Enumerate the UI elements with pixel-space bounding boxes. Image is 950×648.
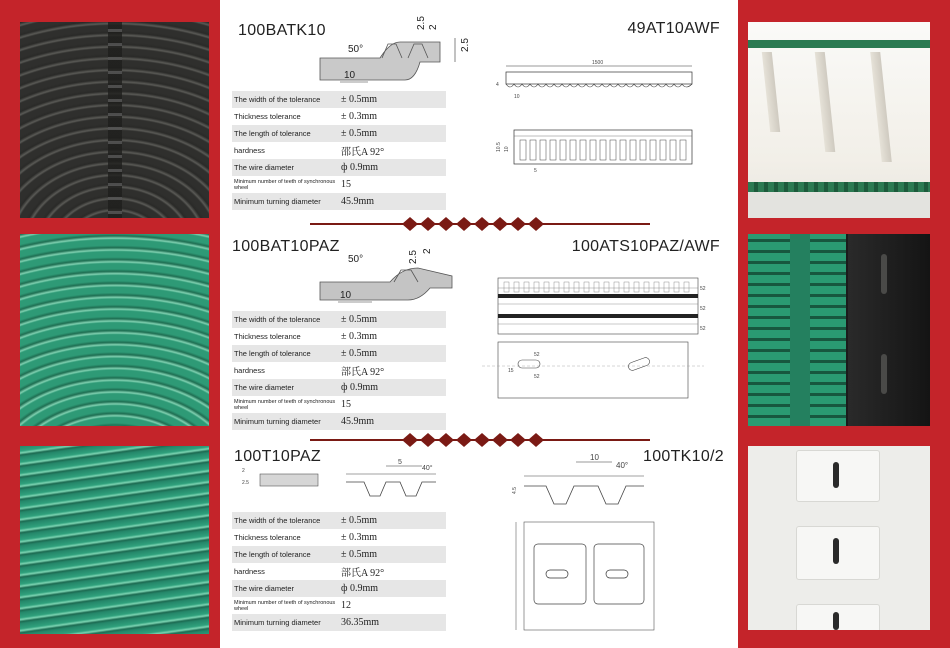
row-2-panel — [220, 232, 738, 432]
row-3-d2-label: 2.5 — [242, 480, 249, 486]
table-row: The width of the tolerance ± 0.5mm — [232, 311, 446, 328]
row-2-tooth-profile — [320, 238, 470, 304]
belt-photo-green-straight — [20, 446, 209, 634]
row-2-angle-label: 50° — [348, 254, 364, 265]
row-3-panel — [220, 448, 738, 648]
table-row: Thickness tolerance ± 0.3mm — [234, 331, 378, 342]
row-2-dim-e: 52 — [700, 306, 706, 312]
row-3-angle-label: 40° — [422, 465, 433, 472]
row-1-angle-label: 50° — [348, 44, 364, 55]
table-row: Thickness tolerance ± 0.3mm — [234, 111, 378, 122]
table-row: The length of tolerance ± 0.5mm — [232, 546, 446, 563]
row-2-pitch-label: 10 — [340, 290, 352, 301]
table-row: Minimum turning diameter 45.9mm — [232, 193, 446, 210]
row-1-tooth-profile — [320, 18, 470, 88]
table-row: The width of the tolerance ± 0.5mm — [232, 512, 446, 529]
belt-photo-white-cleats — [748, 22, 930, 218]
row-3-spec-table — [232, 512, 446, 631]
row-1-title-left: 100BATK10 — [238, 22, 326, 39]
row-1-d8-label: 5 — [534, 168, 537, 174]
table-row: The wire diameter ф 0.9mm — [232, 379, 446, 396]
table-row: Minimum number of teeth of synchronous wheel 15 — [234, 178, 351, 191]
row-3-right-pitch-label: 10 — [590, 453, 599, 462]
table-row: hardness 部氏A 92° — [234, 566, 385, 579]
row-1-panel — [220, 0, 738, 216]
row-2-belt-drawing — [478, 274, 728, 402]
table-row: Thickness tolerance ± 0.3mm — [234, 532, 378, 543]
row-3-tooth-profile — [336, 456, 446, 506]
row-2-d2-label: 2 — [422, 248, 433, 254]
table-row: The width of the tolerance ± 0.5mm — [232, 91, 446, 108]
row-1-d6-label: 10.5 — [496, 142, 502, 152]
row-3-right-h-label: 4.5 — [512, 487, 518, 494]
row-2-title-right: 100ATS10PAZ/AWF — [571, 238, 720, 255]
row-3-cross-section — [236, 468, 326, 492]
table-row: hardness 邵氏A 92° — [234, 145, 385, 158]
table-row: Minimum number of teeth of synchronous wheel 15 — [234, 398, 351, 411]
belt-photo-green-black-slots — [748, 234, 930, 426]
row-1-d7-label: 10 — [504, 146, 510, 152]
row-2-spec-table — [232, 311, 446, 430]
row-1-title-right: 49AT10AWF — [627, 20, 720, 37]
row-3-pad-drawing — [504, 518, 664, 634]
row-1-spec-table — [232, 91, 446, 210]
divider-2 — [220, 432, 738, 448]
row-2-d1-label: 2.5 — [408, 250, 419, 264]
row-3-title-left: 100T10PAZ — [234, 448, 321, 465]
table-row: Minimum number of teeth of synchronous wheel 12 — [234, 599, 351, 612]
table-row: The length of tolerance ± 0.5mm — [232, 345, 446, 362]
row-1-d4-label: 4 — [496, 82, 499, 88]
table-row: Minimum turning diameter 36.35mm — [232, 614, 446, 631]
divider-1 — [220, 216, 738, 232]
row-1-d3-label: 2.5 — [460, 38, 471, 52]
row-1-length-label: 1500 — [592, 60, 604, 66]
row-2-dim-a: 52 — [534, 352, 540, 358]
row-2-dim-d: 52 — [700, 286, 706, 292]
row-2-title-left: 100BAT10PAZ — [232, 238, 340, 255]
row-3-d1-label: 2 — [242, 468, 245, 474]
row-2-dim-f: 52 — [700, 326, 706, 332]
row-1-d2-label: 2 — [428, 24, 439, 30]
row-3-tooth-profile-right — [512, 454, 652, 514]
table-row: The length of tolerance ± 0.5mm — [232, 125, 446, 142]
table-row: hardness 部氏A 92° — [234, 365, 385, 378]
row-1-d1-label: 2.5 — [416, 16, 427, 30]
table-row: Minimum turning diameter 45.9mm — [232, 413, 446, 430]
row-1-pitch-label: 10 — [344, 70, 356, 81]
row-3-pitch-label: 5 — [398, 459, 402, 466]
row-1-belt-drawing — [494, 56, 714, 186]
belt-photo-dark — [20, 22, 209, 218]
row-3-title-right: 100TK10/2 — [643, 448, 724, 465]
belt-photo-white-pads — [748, 446, 930, 630]
belt-photo-green-curved — [20, 234, 209, 426]
row-2-dim-c: 15 — [508, 368, 514, 374]
row-3-right-angle-label: 40° — [616, 461, 629, 470]
row-1-d5-label: 10 — [514, 94, 520, 100]
table-row: The wire diameter ф 0.9mm — [232, 580, 446, 597]
table-row: The wire diameter ф 0.9mm — [232, 159, 446, 176]
row-2-dim-b: 52 — [534, 374, 540, 380]
